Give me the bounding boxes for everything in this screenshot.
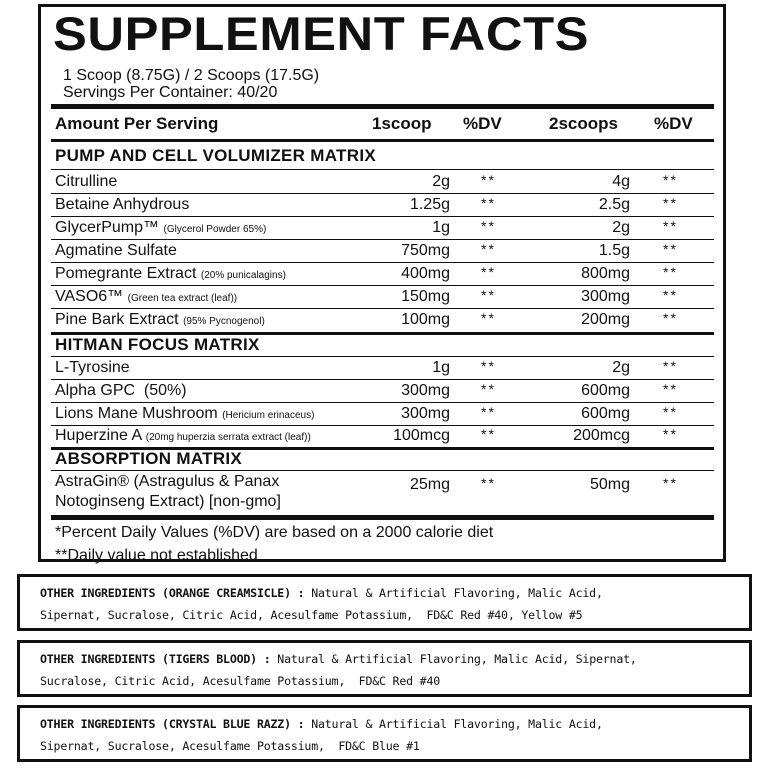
other-ingredients-label: OTHER INGREDIENTS (TIGERS BLOOD) : xyxy=(40,652,271,666)
divider-heavy xyxy=(51,104,714,109)
ingredient-name: L-Tyrosine xyxy=(55,359,130,376)
table-row xyxy=(51,194,714,216)
amount-1scoop: 100mcg xyxy=(393,427,450,444)
ingredient-note: (Green tea extract (leaf)) xyxy=(127,293,238,304)
header-dv2: %DV xyxy=(654,114,693,133)
amount-1scoop: 2g xyxy=(432,173,450,190)
table-row xyxy=(51,309,714,331)
dv-1scoop: ** xyxy=(481,172,496,188)
header-dv1: %DV xyxy=(463,114,502,133)
table-row xyxy=(51,357,714,379)
dv-2scoops: ** xyxy=(663,404,678,420)
other-ingredients-line2: Sucralose, Citric Acid, Acesulfame Potassium, FD&C Red #40 xyxy=(40,674,441,688)
dv-1scoop: ** xyxy=(481,310,496,326)
dv-1scoop: ** xyxy=(481,426,496,442)
amount-1scoop: 300mg xyxy=(401,382,450,399)
amount-1scoop: 300mg xyxy=(401,405,450,422)
dv-2scoops: ** xyxy=(663,426,678,442)
dv-1scoop: ** xyxy=(481,195,496,211)
dv-2scoops: ** xyxy=(663,310,678,326)
amount-1scoop: 750mg xyxy=(401,242,450,259)
table-row xyxy=(51,474,714,496)
header-amount: Amount Per Serving xyxy=(55,114,219,133)
panel-title: SUPPLEMENT FACTS xyxy=(53,7,590,60)
amount-2scoops: 300mg xyxy=(581,288,630,305)
amount-2scoops: 800mg xyxy=(581,265,630,282)
other-ingredients-label: OTHER INGREDIENTS (CRYSTAL BLUE RAZZ) : xyxy=(40,717,305,731)
other-ingredients-line2: Sipernat, Sucralose, Acesulfame Potassium, FD&C Blue #1 xyxy=(40,739,420,753)
ingredient-name: Alpha GPC (50%) xyxy=(55,382,187,399)
other-ingredients-line1 xyxy=(40,648,733,670)
amount-2scoops: 200mcg xyxy=(573,427,630,444)
ingredient-name: Lions Mane Mushroom (Hericium erinaceus) xyxy=(55,405,315,422)
dv-2scoops: ** xyxy=(663,218,678,234)
ingredient-name: VASO6™ (Green tea extract (leaf)) xyxy=(55,288,238,305)
ingredient-name: Betaine Anhydrous xyxy=(55,196,190,213)
dv-1scoop: ** xyxy=(481,264,496,280)
other-ingredients-text: Natural & Artificial Flavoring, Malic Acid, xyxy=(304,586,603,600)
amount-1scoop: 1g xyxy=(432,219,450,236)
amount-1scoop: 25mg xyxy=(409,476,450,493)
ingredient-note: (95% Pycnogenol) xyxy=(183,316,265,327)
header-col2: 2scoops xyxy=(549,114,618,133)
footnote-dv: *Percent Daily Values (%DV) are based on a 2000 calorie diet xyxy=(55,524,494,541)
ingredient-note: (Hericium erinaceus) xyxy=(222,410,315,421)
table-row xyxy=(51,403,714,425)
other-ingredients-crystal-blue-razz xyxy=(17,705,752,762)
supplement-facts-panel xyxy=(38,4,726,562)
dv-2scoops: ** xyxy=(663,264,678,280)
other-ingredients-line1 xyxy=(40,582,733,604)
ingredient-name: GlycerPump™ (Glycerol Powder 65%) xyxy=(55,219,267,236)
ingredient-note: (Glycerol Powder 65%) xyxy=(163,224,267,235)
table-row xyxy=(51,240,714,262)
amount-2scoops: 2.5g xyxy=(598,196,630,213)
dv-1scoop: ** xyxy=(481,475,496,491)
dv-2scoops: ** xyxy=(663,475,678,491)
amount-2scoops: 1.5g xyxy=(598,242,630,259)
dv-2scoops: ** xyxy=(663,172,678,188)
amount-1scoop: 100mg xyxy=(401,311,450,328)
dv-2scoops: ** xyxy=(663,287,678,303)
section-title: PUMP AND CELL VOLUMIZER MATRIX xyxy=(55,146,376,165)
dv-1scoop: ** xyxy=(481,218,496,234)
dv-2scoops: ** xyxy=(663,195,678,211)
divider-thin xyxy=(51,470,714,471)
amount-2scoops: 4g xyxy=(612,173,630,190)
section-title: HITMAN FOCUS MATRIX xyxy=(55,335,260,354)
other-ingredients-line1 xyxy=(40,713,733,735)
amount-2scoops: 2g xyxy=(612,219,630,236)
ingredient-name: Agmatine Sulfate xyxy=(55,242,177,259)
dv-1scoop: ** xyxy=(481,381,496,397)
other-ingredients-line2: Sipernat, Sucralose, Citric Acid, Acesulfame Potassium, FD&C Red #40, Yellow #5 xyxy=(40,608,583,622)
table-row xyxy=(51,380,714,402)
divider-medium xyxy=(51,139,714,142)
amount-1scoop: 1g xyxy=(432,359,450,376)
serving-size: 1 Scoop (8.75G) / 2 Scoops (17.5G) xyxy=(63,67,320,84)
divider-thin xyxy=(51,169,714,170)
table-row xyxy=(51,171,714,193)
ingredient-name: Huperzine A (20mg huperzia serrata extract (leaf)) xyxy=(55,427,311,444)
ingredient-name: Citrulline xyxy=(55,173,118,190)
amount-2scoops: 600mg xyxy=(581,382,630,399)
table-row xyxy=(51,263,714,285)
amount-1scoop: 400mg xyxy=(401,265,450,282)
ingredient-name: Pine Bark Extract (95% Pycnogenol) xyxy=(55,311,265,328)
other-ingredients-tigers-blood xyxy=(17,640,752,697)
amount-1scoop: 1.25g xyxy=(409,196,450,213)
table-row xyxy=(51,217,714,239)
dv-2scoops: ** xyxy=(663,241,678,257)
table-row xyxy=(51,286,714,308)
dv-1scoop: ** xyxy=(481,287,496,303)
divider-heavy xyxy=(51,515,714,520)
servings-per-container: Servings Per Container: 40/20 xyxy=(63,84,278,101)
header-col1: 1scoop xyxy=(372,114,432,133)
ingredient-name-line2: Notoginseng Extract) [non-gmo] xyxy=(55,493,281,510)
ingredient-note: (20mg huperzia serrata extract (leaf)) xyxy=(145,432,311,443)
amount-1scoop: 150mg xyxy=(401,288,450,305)
ingredient-name: Pomegrante Extract (20% punicalagins) xyxy=(55,265,286,282)
dv-2scoops: ** xyxy=(663,381,678,397)
amount-2scoops: 600mg xyxy=(581,405,630,422)
dv-1scoop: ** xyxy=(481,241,496,257)
amount-2scoops: 2g xyxy=(612,359,630,376)
amount-2scoops: 200mg xyxy=(581,311,630,328)
other-ingredients-orange-creamsicle xyxy=(17,574,752,631)
dv-2scoops: ** xyxy=(663,358,678,374)
amount-2scoops: 50mg xyxy=(589,476,630,493)
other-ingredients-label: OTHER INGREDIENTS (ORANGE CREAMSICLE) : xyxy=(40,586,305,600)
other-ingredients-text: Natural & Artificial Flavoring, Malic Acid, xyxy=(304,717,603,731)
footnote-not-established: **Daily value not established xyxy=(55,547,258,564)
dv-1scoop: ** xyxy=(481,358,496,374)
ingredient-name-line1: AstraGin® (Astragulus & Panax xyxy=(55,473,280,490)
table-row xyxy=(51,425,714,447)
dv-1scoop: ** xyxy=(481,404,496,420)
section-title: ABSORPTION MATRIX xyxy=(55,449,243,468)
other-ingredients-text: Natural & Artificial Flavoring, Malic Acid, Sipernat, xyxy=(270,652,637,666)
ingredient-note: (20% punicalagins) xyxy=(200,270,286,281)
